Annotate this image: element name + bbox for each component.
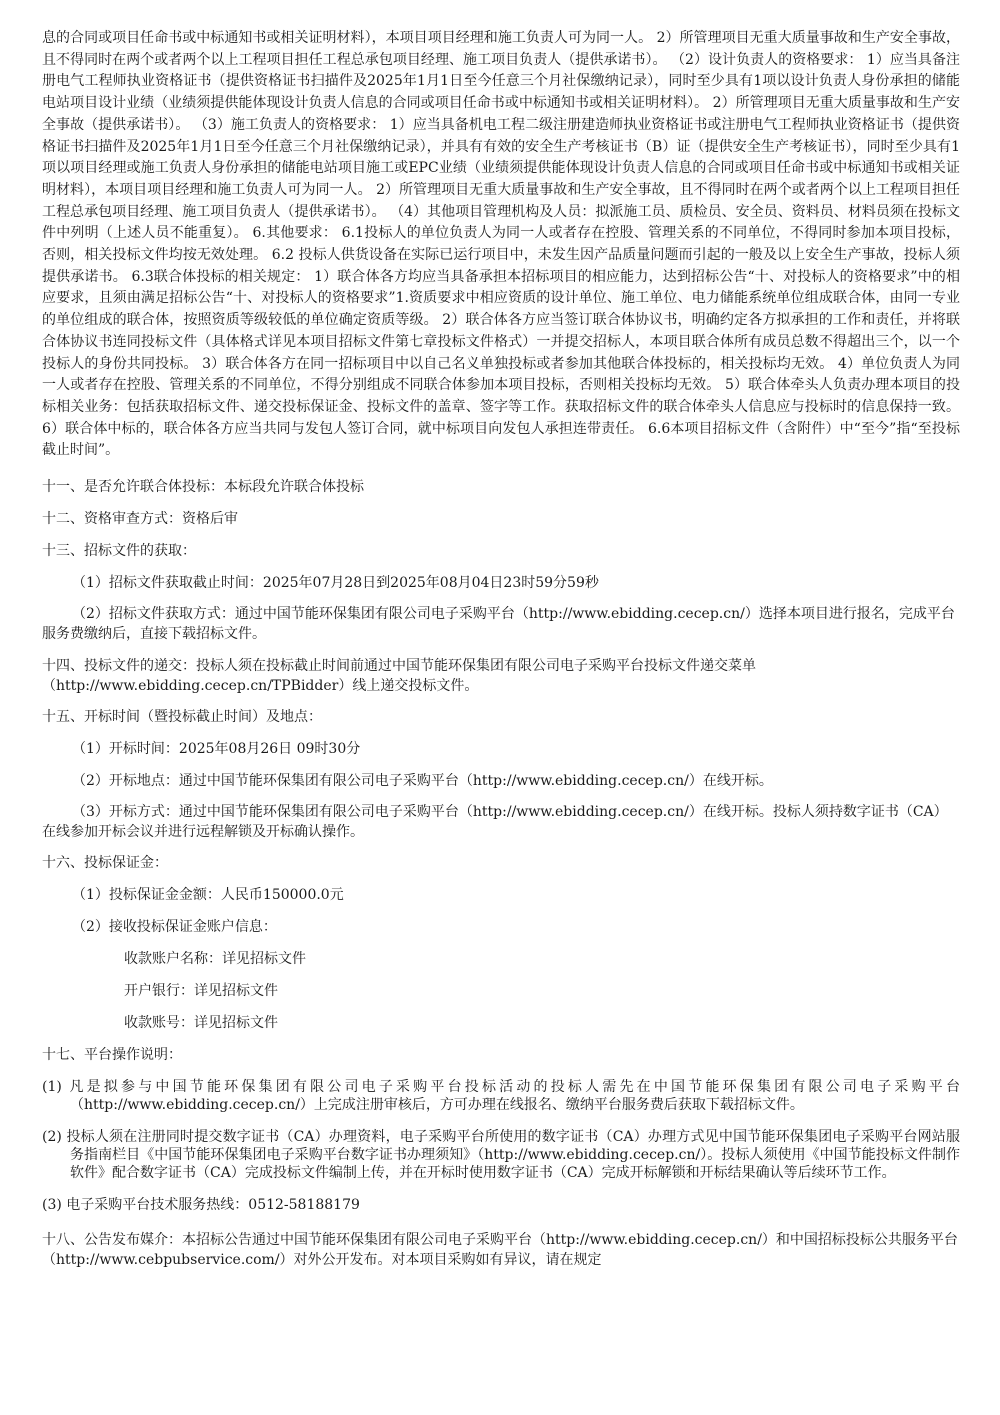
section-17-item-3: (3) 电子采购平台技术服务热线：0512-58188179	[42, 1197, 360, 1214]
section-15-item-2: （2）开标地点：通过中国节能环保集团有限公司电子采购平台（http://www.ebidding.cecep.cn/）在线开标。	[72, 773, 773, 790]
section-16-item-2: （2）接收投标保证金账户信息：	[72, 919, 277, 936]
section-17-heading: 十七、平台操作说明：	[42, 1047, 182, 1064]
section-14-submission: 十四、投标文件的递交：投标人须在投标截止时间前通过中国节能环保集团有限公司电子采购平台投标文件递交菜单（http://www.ebidding.cecep.cn/TPBidder）线上递交投标文件。	[42, 658, 756, 695]
section-17-item-2: (2) 投标人须在注册同时提交数字证书（CA）办理资料，电子采购平台所使用的数字证书（CA）办理方式见中国节能环保集团电子采购平台网站服务指南栏目《中国节能环保集团电子采购平台数字证书办理须知》（http://www.ebidding.cecep.cn/）。投标人须使用《中国节能投标文件制作软件》配合数字证书（CA）完成投标文件编制上传，并在开标时使用数字证书（CA）完成开标解锁和开标结果确认等后续环节工作。	[42, 1129, 960, 1182]
account-name-line: 收款账户名称：详见招标文件	[124, 951, 306, 968]
account-number-line: 收款账号：详见招标文件	[124, 1015, 278, 1032]
section-17-item-1: (1) 凡是拟参与中国节能环保集团有限公司电子采购平台投标活动的投标人需先在中国节能环保集团有限公司电子采购平台（http://www.ebidding.cecep.cn/）上完成注册审核后，方可办理在线报名、缴纳平台服务费后获取下载招标文件。	[42, 1079, 960, 1114]
section-13-item-2: （2）招标文件获取方式：通过中国节能环保集团有限公司电子采购平台（http://www.ebidding.cecep.cn/）选择本项目进行报名，完成平台服务费缴纳后，直接下载招标文件。	[42, 606, 955, 643]
section-13-heading: 十三、招标文件的获取：	[42, 543, 196, 560]
section-15-item-3: （3）开标方式：通过中国节能环保集团有限公司电子采购平台（http://www.ebidding.cecep.cn/）在线开标。投标人须持数字证书（CA）在线参加开标会议并进行远程解锁及开标确认操作。	[42, 804, 948, 841]
section-16-item-1: （1）投标保证金金额：人民币150000.0元	[72, 887, 344, 904]
section-15-heading: 十五、开标时间（暨投标截止时间）及地点：	[42, 709, 322, 726]
section-11-consortium: 十一、是否允许联合体投标：本标段允许联合体投标	[42, 479, 364, 496]
section-12-review-method: 十二、资格审查方式：资格后审	[42, 511, 238, 528]
bank-line: 开户银行：详见招标文件	[124, 983, 278, 1000]
qualification-requirements-paragraph: 息的合同或项目任命书或中标通知书或相关证明材料），本项目项目经理和施工负责人可为同一人。 2）所管理项目无重大质量事故和生产安全事故，且不得同时在两个或者两个以上工程项目担任工程总承包项目经理、施工项目负责人（提供承诺书）。 （2）设计负责人的资格要求： 1）应当具备注册电气工程师执业资格证书（提供资格证书扫描件及2025年1月1日至今任意三个月社保缴纳记录），同时至少具有1项以设计负责人身份承担的储能电站项目设计业绩（业绩须提供能体现设计负责人信息的合同或项目任命书或中标通知书或相关证明材料）。 2）所管理项目无重大质量事故和生产安全事故（提供承诺书）。 （3）施工负责人的资格要求： 1）应当具备机电工程二级注册建造师执业资格证书或注册电气工程师执业资格证书（提供资格证书扫描件及2025年1月1日至今任意三个月社保缴纳记录），并具有有效的安全生产考核证书（B）证（提供安全生产考核证书），同时至少具有1项以项目经理或施工负责人身份承担的储能电站项目施工或EPC业绩（业绩须提供能体现设计负责人信息的合同或项目任命书或中标通知书或相关证明材料），本项目项目经理和施工负责人可为同一人。 2）所管理项目无重大质量事故和生产安全事故，且不得同时在两个或者两个以上工程项目担任工程总承包项目经理、施工项目负责人（提供承诺书）。 （4）其他项目管理机构及人员：拟派施工员、质检员、安全员、资料员、材料员须在投标文件中列明（上述人员不能重复）。 6.其他要求： 6.1投标人的单位负责人为同一人或者存在控股、管理关系的不同单位，不得同时参加本项目投标，否则，相关投标文件均按无效处理。 6.2 投标人供货设备在实际已运行项目中，未发生因产品质量问题而引起的一般及以上安全生产事故，投标人须提供承诺书。 6.3联合体投标的相关规定： 1）联合体各方均应当具备承担本招标项目的相应能力，达到招标公告“十、对投标人的资格要求”中的相应要求，且须由满足招标公告“十、对投标人的资格要求”1.资质要求中相应资质的设计单位、施工单位、电力储能系统单位组成联合体，由同一专业的单位组成的联合体，按照资质等级较低的单位确定资质等级。 2）联合体各方应当签订联合体协议书，明确约定各方拟承担的工作和责任，并将联合体协议书连同投标文件（具体格式详见本项目招标文件第七章投标文件格式）一并提交招标人，本项目联合体所有成员总数不得超出三个，以一个投标人的身份共同投标。 3）联合体各方在同一招标项目中以自己名义单独投标或者参加其他联合体投标的，相关投标均无效。 4）单位负责人为同一人或者存在控股、管理关系的不同单位，不得分别组成不同联合体参加本项目投标，否则相关投标均无效。 5）联合体牵头人负责办理本项目的投标相关业务：包括获取招标文件、递交投标保证金、投标文件的盖章、签字等工作。获取招标文件的联合体牵头人信息应与投标时的信息保持一致。 6）联合体中标的，联合体各方应当共同与发包人签订合同，就中标项目向发包人承担连带责任。 6.6本项目招标文件（含附件）中“至今”指“至投标截止时间”。	[42, 30, 960, 459]
section-18-publication: 十八、公告发布媒介：本招标公告通过中国节能环保集团有限公司电子采购平台（http://www.ebidding.cecep.cn/）和中国招标投标公共服务平台（http://www.cebpubservice.com/）对外公开发布。对本项目采购如有异议，请在规定	[42, 1232, 958, 1269]
section-16-heading: 十六、投标保证金：	[42, 855, 168, 872]
section-13-item-1: （1）招标文件获取截止时间：2025年07月28日到2025年08月04日23时59分59秒	[72, 575, 599, 592]
section-15-item-1: （1）开标时间：2025年08月26日 09时30分	[72, 741, 361, 758]
